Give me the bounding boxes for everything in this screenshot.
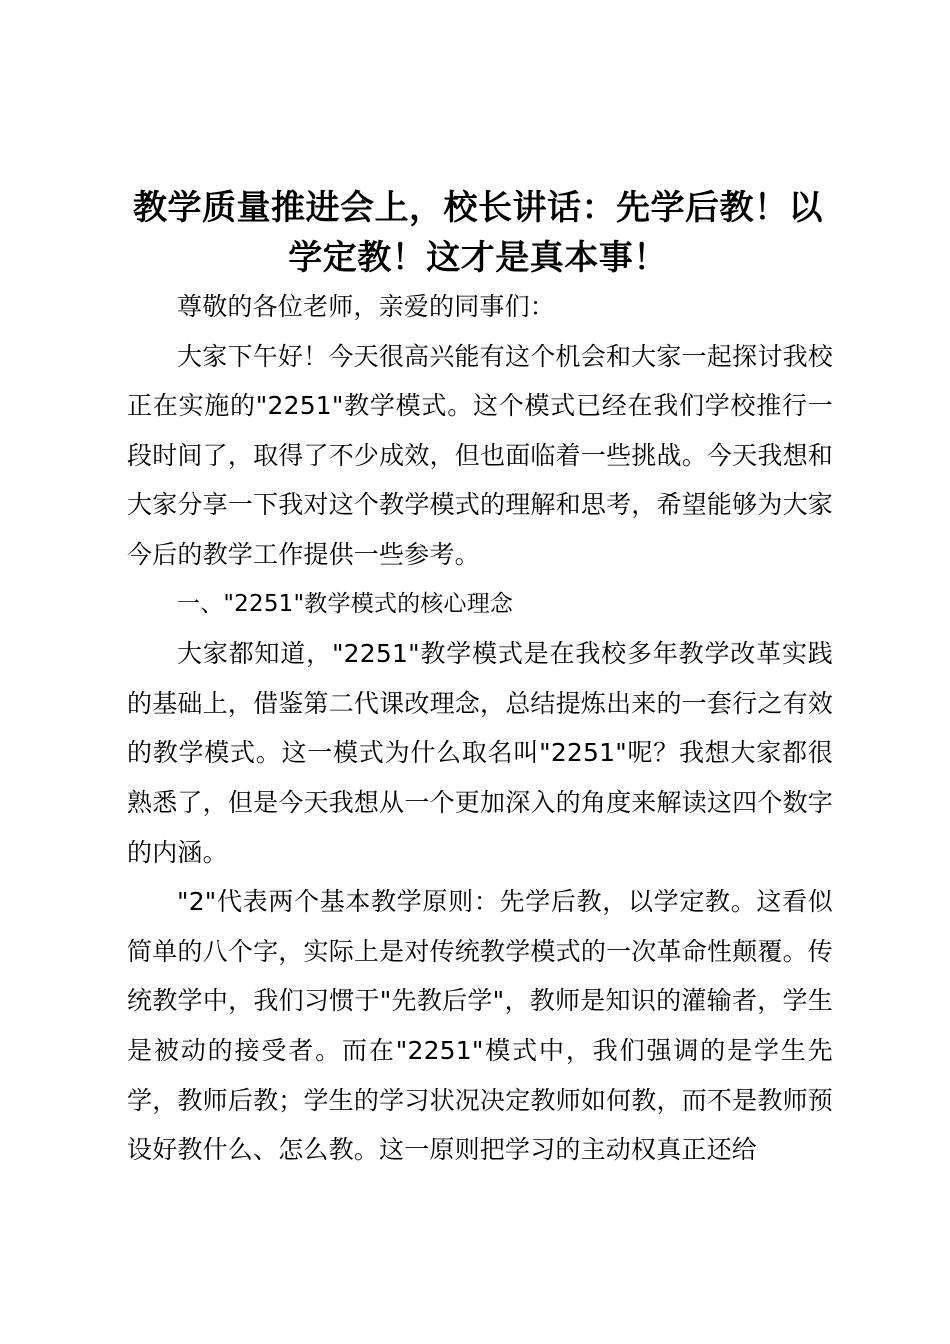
greeting-paragraph: 大家下午好！今天很高兴能有这个机会和大家一起探讨我校正在实施的"2251"教学模式。这个模式已经在我们学校推行一段时间了，取得了不少成效，但也面临着一些挑战。今天我想和大家分享一下我对这个教学模式的理解和思考，希望能够为大家今后的教学工作提供一些参考。 [127,341,833,569]
salutation-paragraph: 尊敬的各位老师，亲爱的同事们： [177,292,556,321]
document-title: 教学质量推进会上，校长讲话：先学后教！以学定教！这才是真本事！ [133,188,823,278]
principles-paragraph: "2"代表两个基本教学原则：先学后教，以学定教。这看似简单的八个字，实际上是对传统教学模式的一次革命性颠覆。传统教学中，我们习惯于"先教后学"，教师是知识的灌输者，学生是被动的接受者。而在"2251"模式中，我们强调的是学生先学，教师后教；学生的学习状况决定教师如何教，而不是教师预设好教什么、怎么教。这一原则把学习的主动权真正还给 [127,887,833,1165]
document-body [127,282,833,1175]
intro-paragraph: 大家都知道，"2251"教学模式是在我校多年教学改革实践的基础上，借鉴第二代课改理念，总结提炼出来的一套行之有效的教学模式。这一模式为什么取名叫"2251"呢？我想大家都很熟悉了，但是今天我想从一个更加深入的角度来解读这四个数字的内涵。 [127,639,833,867]
section-heading-1: 一、"2251"教学模式的核心理念 [177,590,514,617]
